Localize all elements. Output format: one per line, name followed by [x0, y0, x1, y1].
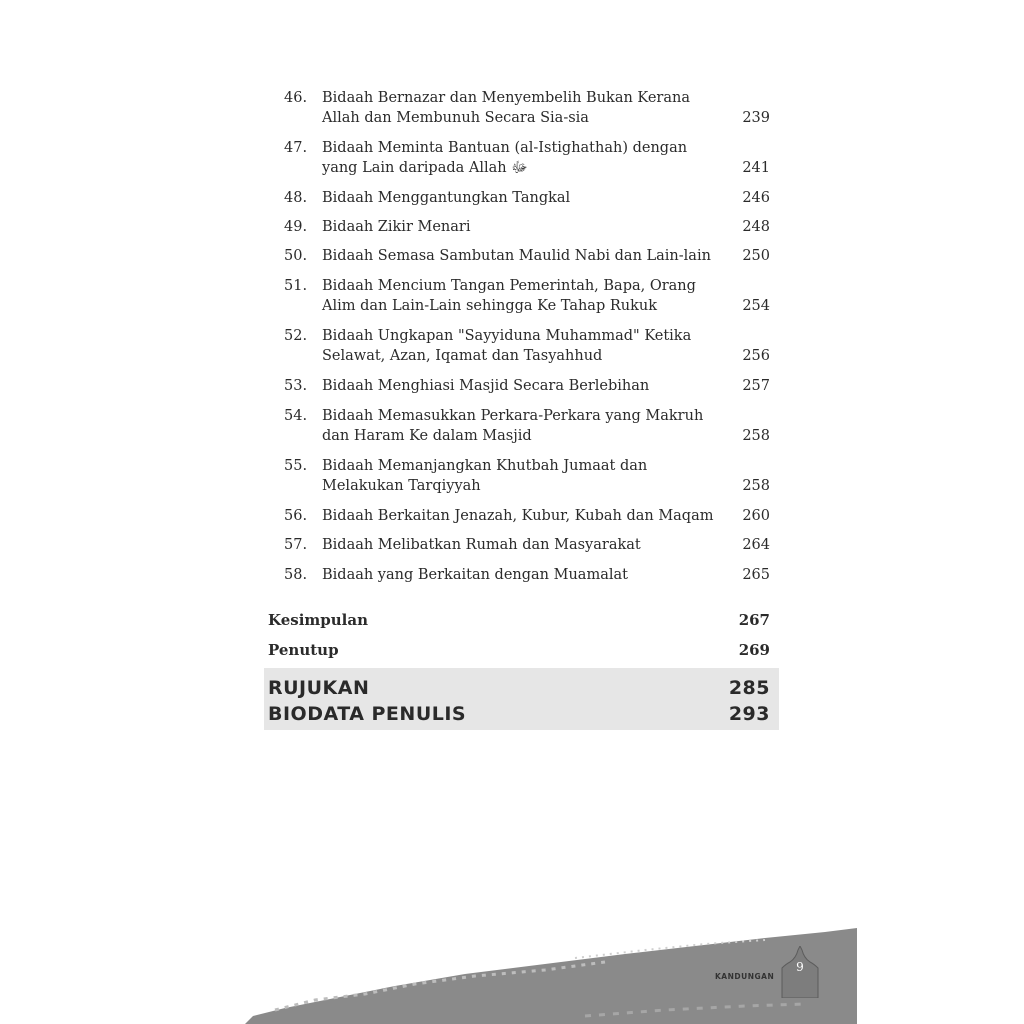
toc-entry-50 — [284, 246, 774, 266]
entry-title-line: Bidaah Memanjangkan Khutbah Jumaat dan — [322, 458, 648, 474]
entry-title-line: Bidaah Melibatkan Rumah dan Masyarakat — [322, 537, 641, 553]
entry-number: 51. — [284, 278, 308, 294]
toc-entry-53 — [284, 376, 774, 396]
entry-title-line: Allah dan Membunuh Secara Sia-sia — [322, 110, 589, 126]
entry-title-line: Melakukan Tarqiyyah — [322, 478, 481, 494]
entry-number: 54. — [284, 408, 308, 424]
entry-page: 264 — [742, 537, 770, 553]
toc-major-biodata-penulis — [268, 703, 774, 725]
entry-page: 258 — [742, 478, 770, 494]
entry-number: 48. — [284, 190, 308, 206]
entry-number: 58. — [284, 567, 308, 583]
toc-entry-47 — [284, 138, 774, 178]
toc-entry-54 — [284, 406, 774, 446]
entry-number: 47. — [284, 140, 308, 156]
toc-major-rujukan — [268, 677, 774, 699]
entry-number: 56. — [284, 508, 308, 524]
entry-page: 254 — [742, 298, 770, 314]
section-title: Penutup — [268, 641, 339, 659]
major-section-page: 293 — [728, 703, 770, 725]
entry-number: 57. — [284, 537, 308, 553]
toc-entry-58 — [284, 565, 774, 585]
toc-entry-55 — [284, 456, 774, 496]
toc-entry-49 — [284, 217, 774, 237]
entry-page: 246 — [742, 190, 770, 206]
entry-title-line: Bidaah Semasa Sambutan Maulid Nabi dan Lain-lain — [322, 248, 711, 264]
entry-page: 256 — [742, 348, 770, 364]
entry-title-line: Bidaah Menghiasi Masjid Secara Berlebihan — [322, 378, 650, 394]
entry-title-line: dan Haram Ke dalam Masjid — [322, 428, 532, 444]
toc-entry-56 — [284, 506, 774, 526]
entry-title-line: yang Lain daripada Allah ﷻ — [322, 160, 528, 176]
major-section-title: RUJUKAN — [268, 677, 370, 699]
toc-entry-46 — [284, 88, 774, 128]
entry-page: 241 — [742, 160, 770, 176]
entry-title-line: Bidaah Menggantungkan Tangkal — [322, 190, 571, 206]
entry-number: 50. — [284, 248, 308, 264]
entry-title-line: Bidaah Meminta Bantuan (al-Istighathah) dengan — [322, 140, 688, 156]
entry-title-line: Bidaah Berkaitan Jenazah, Kubur, Kubah dan Maqam — [322, 508, 714, 524]
entry-page: 260 — [742, 508, 770, 524]
entry-page: 257 — [742, 378, 770, 394]
entry-page: 250 — [742, 248, 770, 264]
entry-title-line: Bidaah Bernazar dan Menyembelih Bukan Kerana — [322, 90, 690, 106]
section-page: 269 — [738, 641, 770, 659]
entry-page: 265 — [742, 567, 770, 583]
entry-page: 248 — [742, 219, 770, 235]
major-section-title: BIODATA PENULIS — [268, 703, 467, 725]
entry-title-line: Bidaah Zikir Menari — [322, 219, 471, 235]
entry-title-line: Bidaah Mencium Tangan Pemerintah, Bapa, Orang — [322, 278, 696, 294]
toc-section-penutup — [268, 641, 774, 659]
section-title: Kesimpulan — [268, 611, 368, 629]
major-section-page: 285 — [728, 677, 770, 699]
section-page: 267 — [738, 611, 770, 629]
entry-number: 53. — [284, 378, 308, 394]
toc-entry-52 — [284, 326, 774, 366]
toc-entry-57 — [284, 535, 774, 555]
entry-title-line: Bidaah Memasukkan Perkara-Perkara yang Makruh — [322, 408, 704, 424]
toc-entry-48 — [284, 188, 774, 208]
entry-title-line: Selawat, Azan, Iqamat dan Tasyahhud — [322, 348, 603, 364]
entry-title-line: Bidaah Ungkapan "Sayyiduna Muhammad" Ketika — [322, 328, 692, 344]
entry-number: 46. — [284, 90, 308, 106]
entry-title-line: Alim dan Lain-Lain sehingga Ke Tahap Rukuk — [322, 298, 658, 314]
toc-entry-51 — [284, 276, 774, 316]
page-number: 9 — [796, 960, 804, 974]
entry-page: 239 — [742, 110, 770, 126]
footer-section-label: KANDUNGAN — [715, 972, 775, 981]
entry-number: 55. — [284, 458, 308, 474]
entry-number: 49. — [284, 219, 308, 235]
entry-page: 258 — [742, 428, 770, 444]
entry-number: 52. — [284, 328, 308, 344]
toc-section-kesimpulan — [268, 611, 774, 629]
entry-title-line: Bidaah yang Berkaitan dengan Muamalat — [322, 567, 628, 583]
